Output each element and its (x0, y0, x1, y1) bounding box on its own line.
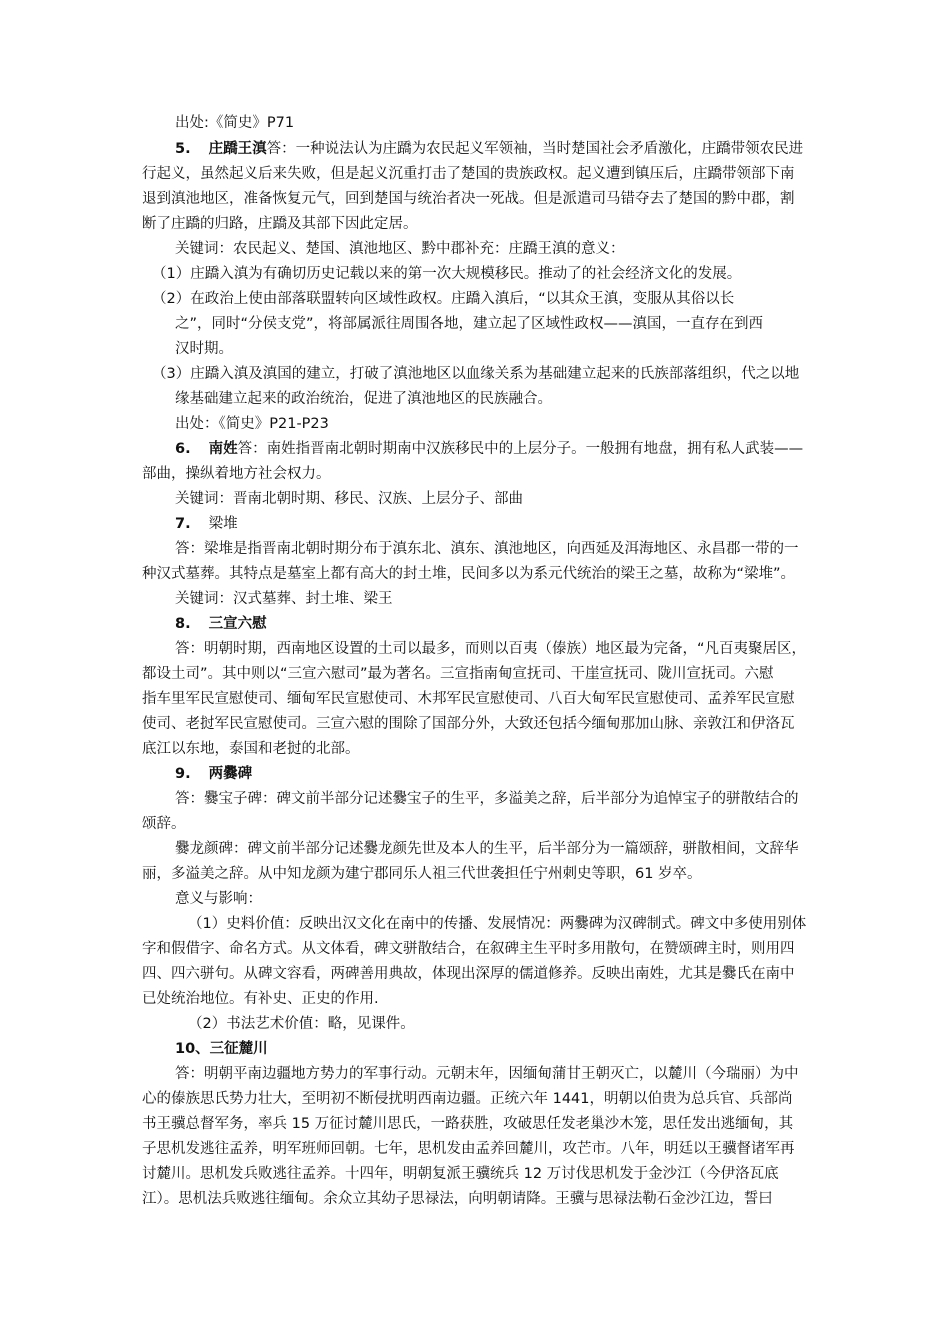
keywords-line: 关键词：农民起义、楚国、滇池地区、黔中郡补充：庄蹻王滇的意义： (175, 241, 625, 257)
list-item-3-cont: 缘基础建立起来的政治统治，促进了滇池地区的民族融合。 (175, 391, 552, 407)
list-item-2: （2）在政治上使由部落联盟转向区域性政权。庄蹻入滇后，“以其众王滇，变服从其俗以长 (152, 291, 735, 307)
list-item-1: （1）庄蹻入滇为有确切历史记载以来的第一次大规模移民。推动了的社会经济文化的发展。 (152, 266, 742, 282)
paragraph-line: 已处统治地位。有补史、正史的作用. (142, 991, 379, 1007)
item-7-heading-line: 7. 梁堆 (175, 516, 238, 532)
item-7-title: 梁堆 (208, 516, 238, 532)
list-item-2: （2）书法艺术价值：略，见课件。 (188, 1016, 415, 1032)
item-5-heading-line: 5. 庄蹻王滇答：一种说法认为庄蹻为农民起义军领袖，当时楚国社会矛盾激化，庄蹻带领农民进 (175, 141, 804, 157)
subheading-line: 意义与影响： (175, 891, 262, 907)
source-line: 出处:《简史》P71 (175, 115, 295, 131)
list-item-1: （1）史料价值：反映出汉文化在南中的传播、发展情况：两爨碑为汉碑制式。碑文中多使用别体 (188, 916, 807, 932)
paragraph-line: 四、四六骈句。从碑文容看，两碑善用典故，体现出深厚的儒道修养。反映出南姓，尤其是爨氏在南中 (142, 966, 795, 982)
paragraph-line: 爨龙颜碑：碑文前半部分记述爨龙颜先世及本人的生平，后半部分为一篇颂辞，骈散相间，文辞华 (175, 841, 799, 857)
paragraph-line: 行起义，虽然起义后来失败，但是起义沉重打击了楚国的贵族政权。起义遭到镇压后，庄蹻带领部下南 (142, 166, 795, 182)
paragraph-line: 讨麓川。思机发兵败逃往孟养。十四年，明朝复派王骥统兵 12 万讨伐思机发于金沙江（今伊洛瓦底 (142, 1166, 779, 1182)
paragraph-line: 书王骥总督军务，率兵 15 万征讨麓川思氏，一路获胜，攻破思任发老巢沙木笼，思任发出逃缅甸，其 (142, 1116, 794, 1132)
item-9-heading-line: 9. 两爨碑 (175, 766, 253, 782)
paragraph-line: 底江以东地，泰国和老挝的北部。 (142, 741, 360, 757)
paragraph-line: 答：明朝平南边疆地方势力的军事行动。元朝末年，因缅甸蒲甘王朝灭亡，以麓川（今瑞丽）为中 (175, 1066, 799, 1082)
paragraph-line: 江）。思机法兵败逃往缅甸。余众立其幼子思禄法，向明朝请降。王骥与思禄法勒石金沙江边，誓曰 (142, 1191, 773, 1207)
paragraph-line: 指车里军民宣慰使司、缅甸军民宣慰使司、木邦军民宣慰使司、八百大甸军民宣慰使司、孟养军民宣慰 (142, 691, 795, 707)
item-9-title: 两爨碑 (208, 766, 253, 782)
list-item-2-cont: 之”，同时“分侯支党”，将部属派往周围各地，建立起了区域性政权——滇国，一直存在到西 (175, 316, 764, 332)
item-10-heading-line (175, 1039, 268, 1059)
item-8-heading-line: 8. 三宣六慰 (175, 616, 267, 632)
paragraph-line: 答：明朝时期，西南地区设置的土司以最多，而则以百夷（傣族）地区最为完备，“凡百夷聚居区， (175, 641, 807, 657)
item-6-heading-line: 6. 南姓答：南姓指晋南北朝时期南中汉族移民中的上层分子。一般拥有地盘，拥有私人武装—— (175, 441, 804, 457)
paragraph-line: 子思机发逃往孟养，明军班师回朝。七年，思机发由孟养回麓川，攻芒市。八年，明廷以王骥督诸军再 (142, 1141, 795, 1157)
item-10-title: 10、三征麓川 (175, 1041, 268, 1057)
item-6-title: 南姓 (208, 441, 238, 457)
paragraph-line: 答：梁堆是指晋南北朝时期分布于滇东北、滇东、滇池地区，向西延及洱海地区、永昌郡一带的一 (175, 541, 799, 557)
paragraph-line: 部曲，操纵着地方社会权力。 (142, 466, 331, 482)
item-5-title: 庄蹻王滇 (208, 141, 267, 157)
paragraph-line: 丽，多溢美之辞。从中知龙颜为建宁郡同乐人祖三代世袭担任宁州刺史等职，61 岁卒。 (142, 866, 702, 882)
keywords-line: 关键词：汉式墓葬、封土堆、梁王 (175, 591, 393, 607)
item-8-title: 三宣六慰 (208, 616, 267, 632)
paragraph-line: 都设土司”。其中则以“三宣六慰司”最为著名。三宣指南甸宣抚司、干崖宣抚司、陇川宣抚司。六慰 (142, 666, 774, 682)
source-line: 出处：《简史》P21-P23 (175, 416, 329, 432)
keywords-line: 关键词：晋南北朝时期、移民、汉族、上层分子、部曲 (175, 491, 523, 507)
list-item-3: （3）庄蹻入滇及滇国的建立，打破了滇池地区以血缘关系为基础建立起来的氏族部落组织，代之以地 (152, 366, 800, 382)
list-item-2-cont: 汉时期。 (175, 341, 233, 357)
paragraph-line: 种汉式墓葬。其特点是墓室上都有高大的封土堆，民间多以为系元代统治的梁王之墓，故称为“梁堆”。 (142, 566, 796, 582)
paragraph-line: 断了庄蹻的归路，庄蹻及其部下因此定居。 (142, 216, 418, 232)
paragraph-line: 字和假借字、命名方式。从文体看，碑文骈散结合，在叙碑主生平时多用散句，在赞颂碑主时，则用四 (142, 941, 795, 957)
paragraph-line: 心的傣族思氏势力壮大，至明初不断侵扰明西南边疆。正统六年 1441，明朝以伯贵为总兵官、兵部尚 (142, 1091, 793, 1107)
paragraph-line: 退到滇池地区，准备恢复元气，回到楚国与统治者决一死战。但是派遣司马错夺去了楚国的黔中郡，割 (142, 191, 795, 207)
paragraph-line: 颂辞。 (142, 816, 186, 832)
paragraph-line: 答：爨宝子碑：碑文前半部分记述爨宝子的生平，多溢美之辞，后半部分为追悼宝子的骈散结合的 (175, 791, 799, 807)
paragraph-line: 使司、老挝军民宣慰使司。三宣六慰的围除了国部分外，大致还包括今缅甸那加山脉、亲敦江和伊洛瓦 (142, 716, 795, 732)
